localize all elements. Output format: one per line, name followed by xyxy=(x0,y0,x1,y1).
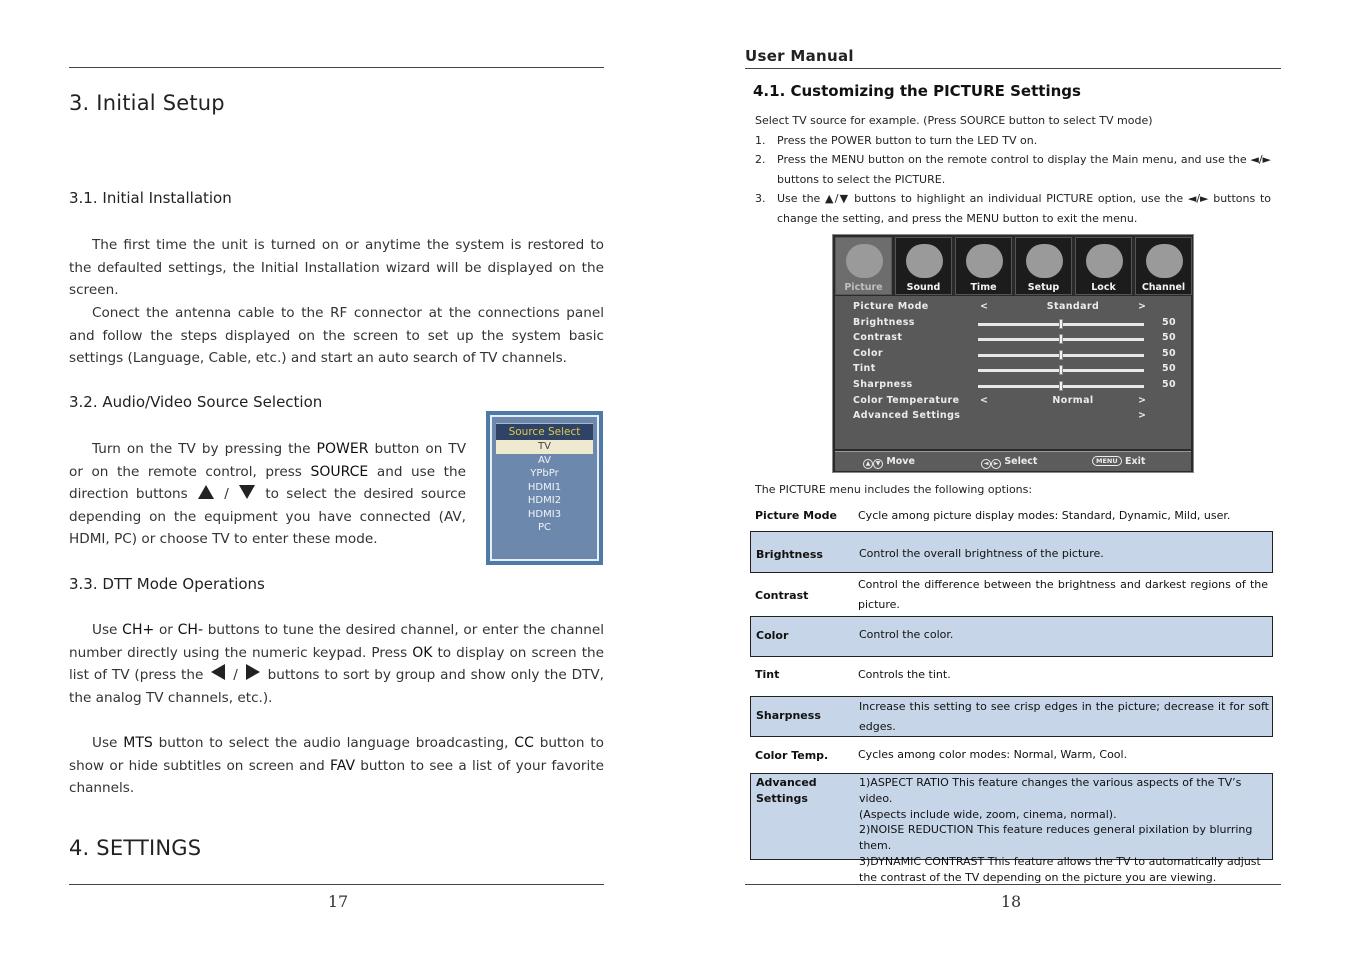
tv-menu-row xyxy=(853,301,1183,317)
tv-menu-row-name: Color xyxy=(853,347,883,359)
option-row xyxy=(750,503,1273,529)
kw-ch-plus: CH+ xyxy=(122,622,155,638)
option-desc-line: 2)NOISE REDUCTION This feature reduces general pixilation by blurring them. xyxy=(859,823,1253,853)
heading-dtt: 3.3. DTT Mode Operations xyxy=(69,575,265,593)
source-option: HDMI3 xyxy=(527,508,562,520)
option-row xyxy=(750,773,1273,884)
option-value: Normal xyxy=(1052,394,1094,406)
clock-icon xyxy=(966,244,1003,278)
tv-tab-time xyxy=(955,237,1012,295)
top-rule xyxy=(745,68,1281,69)
option-desc-line: (Aspects include wide, zoom, cinema, normal). xyxy=(859,807,1117,821)
page-number-left: 17 xyxy=(327,892,349,911)
paragraph-initial-installation-2: Conect the antenna cable to the RF connector at the connections panel and follow the steps displayed on the screen to set up the system basic settings (Language, Cable, etc.) and start an auto search of TV channels. xyxy=(69,305,604,367)
source-select-title: Source Select xyxy=(496,423,593,440)
source-option: YPbPr xyxy=(530,468,559,479)
slider-value: 50 xyxy=(1162,316,1177,328)
heading-initial-installation: 3.1. Initial Installation xyxy=(69,189,232,207)
page-right xyxy=(675,0,1350,954)
option-desc: Controls the tint. xyxy=(858,668,951,681)
option-desc: Cycle among picture display modes: Standard, Dynamic, Mild, user. xyxy=(858,509,1231,522)
source-option: HDMI2 xyxy=(527,495,562,506)
left-arrow-icon: < xyxy=(980,394,989,406)
tv-tab-label: Lock xyxy=(1091,282,1116,293)
top-rule xyxy=(69,67,604,68)
tv-tab-setup xyxy=(1015,237,1072,295)
option-key: Contrast xyxy=(755,589,809,602)
source-option: HDMI1 xyxy=(527,481,562,493)
left-arrow-icon: < xyxy=(980,301,989,312)
paragraph-dtt-2: Use MTS button to select the audio language broadcasting, CC button to show or hide subtitles on screen and FAV button to see a list of your favorite channels. xyxy=(69,735,604,797)
heading-initial-setup: 3. Initial Setup xyxy=(69,91,225,115)
tv-tab-sound xyxy=(895,237,952,295)
tv-tab-lock xyxy=(1075,237,1132,295)
tv-tab-label: Setup xyxy=(1027,282,1060,293)
tv-tab-label: Time xyxy=(970,282,997,293)
paragraph-dtt-1: Use CH+ or CH- buttons to tune the desired channel, or enter the channel number directly using the numeric keypad. Press OK to display on screen the list of TV (press the / buttons to sort by group and show only the DTV, the analog TV channels, etc.). xyxy=(69,622,605,706)
tv-tab-label: Picture xyxy=(844,282,883,293)
tv-menu-row xyxy=(853,317,1183,333)
slider-value: 50 xyxy=(1162,347,1177,359)
tv-menu-row-name: Contrast xyxy=(853,332,903,344)
down-circle-icon: ▼ xyxy=(873,459,883,469)
option-row xyxy=(750,573,1273,615)
tv-menu-row-name: Tint xyxy=(853,363,876,375)
option-desc: Increase this setting to see crisp edges in the picture; decrease it for soft edges. xyxy=(859,700,1269,733)
tv-menu-row xyxy=(853,395,1183,411)
step-number: 2. xyxy=(755,153,766,166)
tv-menu-row xyxy=(853,363,1183,379)
paragraph-source-selection: Turn on the TV by pressing the POWER button on TV or on the remote control, press SOURCE and use the direction buttons / to select the desired source depending on the equipment you have connected (AV, HDMI, PC) or choose TV to enter these mode. xyxy=(69,441,466,548)
source-option: AV xyxy=(537,454,552,466)
step-text: Press the POWER button to turn the LED TV on. xyxy=(777,134,1038,147)
tv-menu-row-name: Sharpness xyxy=(853,379,913,390)
select-hint: ◄ ► Select xyxy=(981,456,1037,469)
paragraph-initial-installation-1: The first time the unit is turned on or anytime the system is restored to the defaulted settings, the Initial Installation wizard will be displayed on the screen. xyxy=(69,237,604,299)
move-hint: ▲ ▼ Move xyxy=(863,456,915,469)
kw-source: SOURCE xyxy=(310,463,369,480)
slider-knob xyxy=(1059,365,1063,375)
right-arrow-icon: > xyxy=(1138,394,1147,406)
tv-menu-row-name: Advanced Settings xyxy=(853,410,961,422)
down-arrow-icon xyxy=(239,485,255,499)
slider-value: 50 xyxy=(1162,332,1177,344)
option-row xyxy=(750,657,1273,695)
tv-menu-row xyxy=(853,348,1183,364)
option-key: Color Temp. xyxy=(755,749,829,762)
source-option: PC xyxy=(537,522,551,533)
kw-fav: FAV xyxy=(330,757,356,774)
step-number: 1. xyxy=(755,134,766,147)
option-row xyxy=(750,696,1273,737)
right-arrow-icon xyxy=(246,664,260,680)
camera-icon xyxy=(846,244,883,278)
option-key: Tint xyxy=(755,668,780,681)
tv-menu-tabs xyxy=(835,237,1191,295)
running-header: User Manual xyxy=(745,47,854,65)
bottom-rule xyxy=(745,884,1281,885)
slider-knob xyxy=(1059,350,1063,360)
right-arrow-icon: > xyxy=(1138,410,1147,422)
dish-icon xyxy=(1146,244,1183,278)
kw-ok: OK xyxy=(412,644,433,661)
up-circle-icon: ▲ xyxy=(863,459,873,469)
gear-icon xyxy=(1026,244,1063,278)
tv-tab-label: Channel xyxy=(1141,282,1186,293)
page-number-right: 18 xyxy=(1000,892,1022,911)
tv-menu-body xyxy=(835,296,1191,449)
option-row xyxy=(750,531,1273,573)
option-key: Advanced Settings xyxy=(756,776,817,805)
tv-menu-row-name: Brightness xyxy=(853,316,915,328)
slider-value: 50 xyxy=(1162,363,1177,375)
heading-av-source: 3.2. Audio/Video Source Selection xyxy=(69,393,323,411)
option-key: Sharpness xyxy=(756,709,821,722)
heading-settings: 4. SETTINGS xyxy=(69,836,202,860)
kw-mts: MTS xyxy=(123,735,153,751)
menu-key-icon: MENU xyxy=(1092,456,1122,466)
option-desc: Control the overall brightness of the picture. xyxy=(859,547,1104,560)
tv-menu-row-name: Color Temperature xyxy=(853,394,960,406)
intro-text: Select TV source for example. (Press SOURCE button to select TV mode) xyxy=(755,114,1153,127)
tv-menu-row xyxy=(853,410,1183,426)
slider-knob xyxy=(1059,381,1063,391)
kw-cc: CC xyxy=(514,735,534,751)
tv-menu-footer xyxy=(835,451,1191,471)
right-circle-icon: ► xyxy=(991,459,1001,469)
tv-menu-row-name: Picture Mode xyxy=(853,301,929,312)
left-circle-icon: ◄ xyxy=(981,459,991,469)
section-title: 4.1. Customizing the PICTURE Settings xyxy=(753,82,1081,100)
step-text: Use the ▲/▼ buttons to highlight an individual PICTURE option, use the ◄/► buttons to change the setting, and press the MENU button to exit the menu. xyxy=(777,192,1271,225)
option-desc: Control the difference between the brightness and darkest regions of the picture. xyxy=(858,578,1268,611)
tv-tab-channel xyxy=(1135,237,1192,295)
option-desc-line: 1)ASPECT RATIO This feature changes the various aspects of the TV’s video. xyxy=(859,776,1242,805)
option-value: Standard xyxy=(1046,301,1100,312)
tv-tab-label: Sound xyxy=(906,282,941,293)
option-row xyxy=(750,738,1273,773)
bottom-rule xyxy=(69,884,604,885)
slider-value: 50 xyxy=(1162,379,1177,390)
tv-picture-menu-image xyxy=(832,234,1194,473)
option-desc xyxy=(859,775,1269,886)
right-arrow-icon: > xyxy=(1138,301,1147,312)
step-text: Press the MENU button on the remote control to display the Main menu, and use the ◄/► buttons to select the PICTURE. xyxy=(777,153,1271,186)
up-arrow-icon xyxy=(198,485,214,499)
option-key: Picture Mode xyxy=(755,509,837,522)
exit-hint: MENU Exit xyxy=(1092,456,1145,467)
options-intro: The PICTURE menu includes the following options: xyxy=(755,483,1033,496)
lock-icon xyxy=(1086,244,1123,278)
tv-menu-row xyxy=(853,332,1183,348)
option-desc-line: 3)DYNAMIC CONTRAST This feature allows the TV to automatically adjust the contrast of the TV depending on the picture you are viewing. xyxy=(859,854,1261,884)
option-desc: Cycles among color modes: Normal, Warm, Cool. xyxy=(858,748,1128,761)
option-key: Brightness xyxy=(756,548,823,561)
speaker-icon xyxy=(906,244,943,278)
option-desc: Control the color. xyxy=(859,628,954,641)
slider-knob xyxy=(1059,319,1063,329)
tv-menu-row xyxy=(853,379,1183,395)
option-row xyxy=(750,616,1273,657)
source-select-menu xyxy=(486,411,603,565)
option-key: Color xyxy=(756,629,789,642)
source-options-list xyxy=(496,440,593,535)
step-number: 3. xyxy=(755,192,766,205)
tv-tab-picture xyxy=(835,237,892,295)
source-option: TV xyxy=(496,440,593,454)
kw-power: POWER xyxy=(316,441,369,457)
kw-ch-minus: CH- xyxy=(177,622,204,638)
slider-knob xyxy=(1059,334,1063,344)
left-arrow-icon xyxy=(211,664,225,680)
